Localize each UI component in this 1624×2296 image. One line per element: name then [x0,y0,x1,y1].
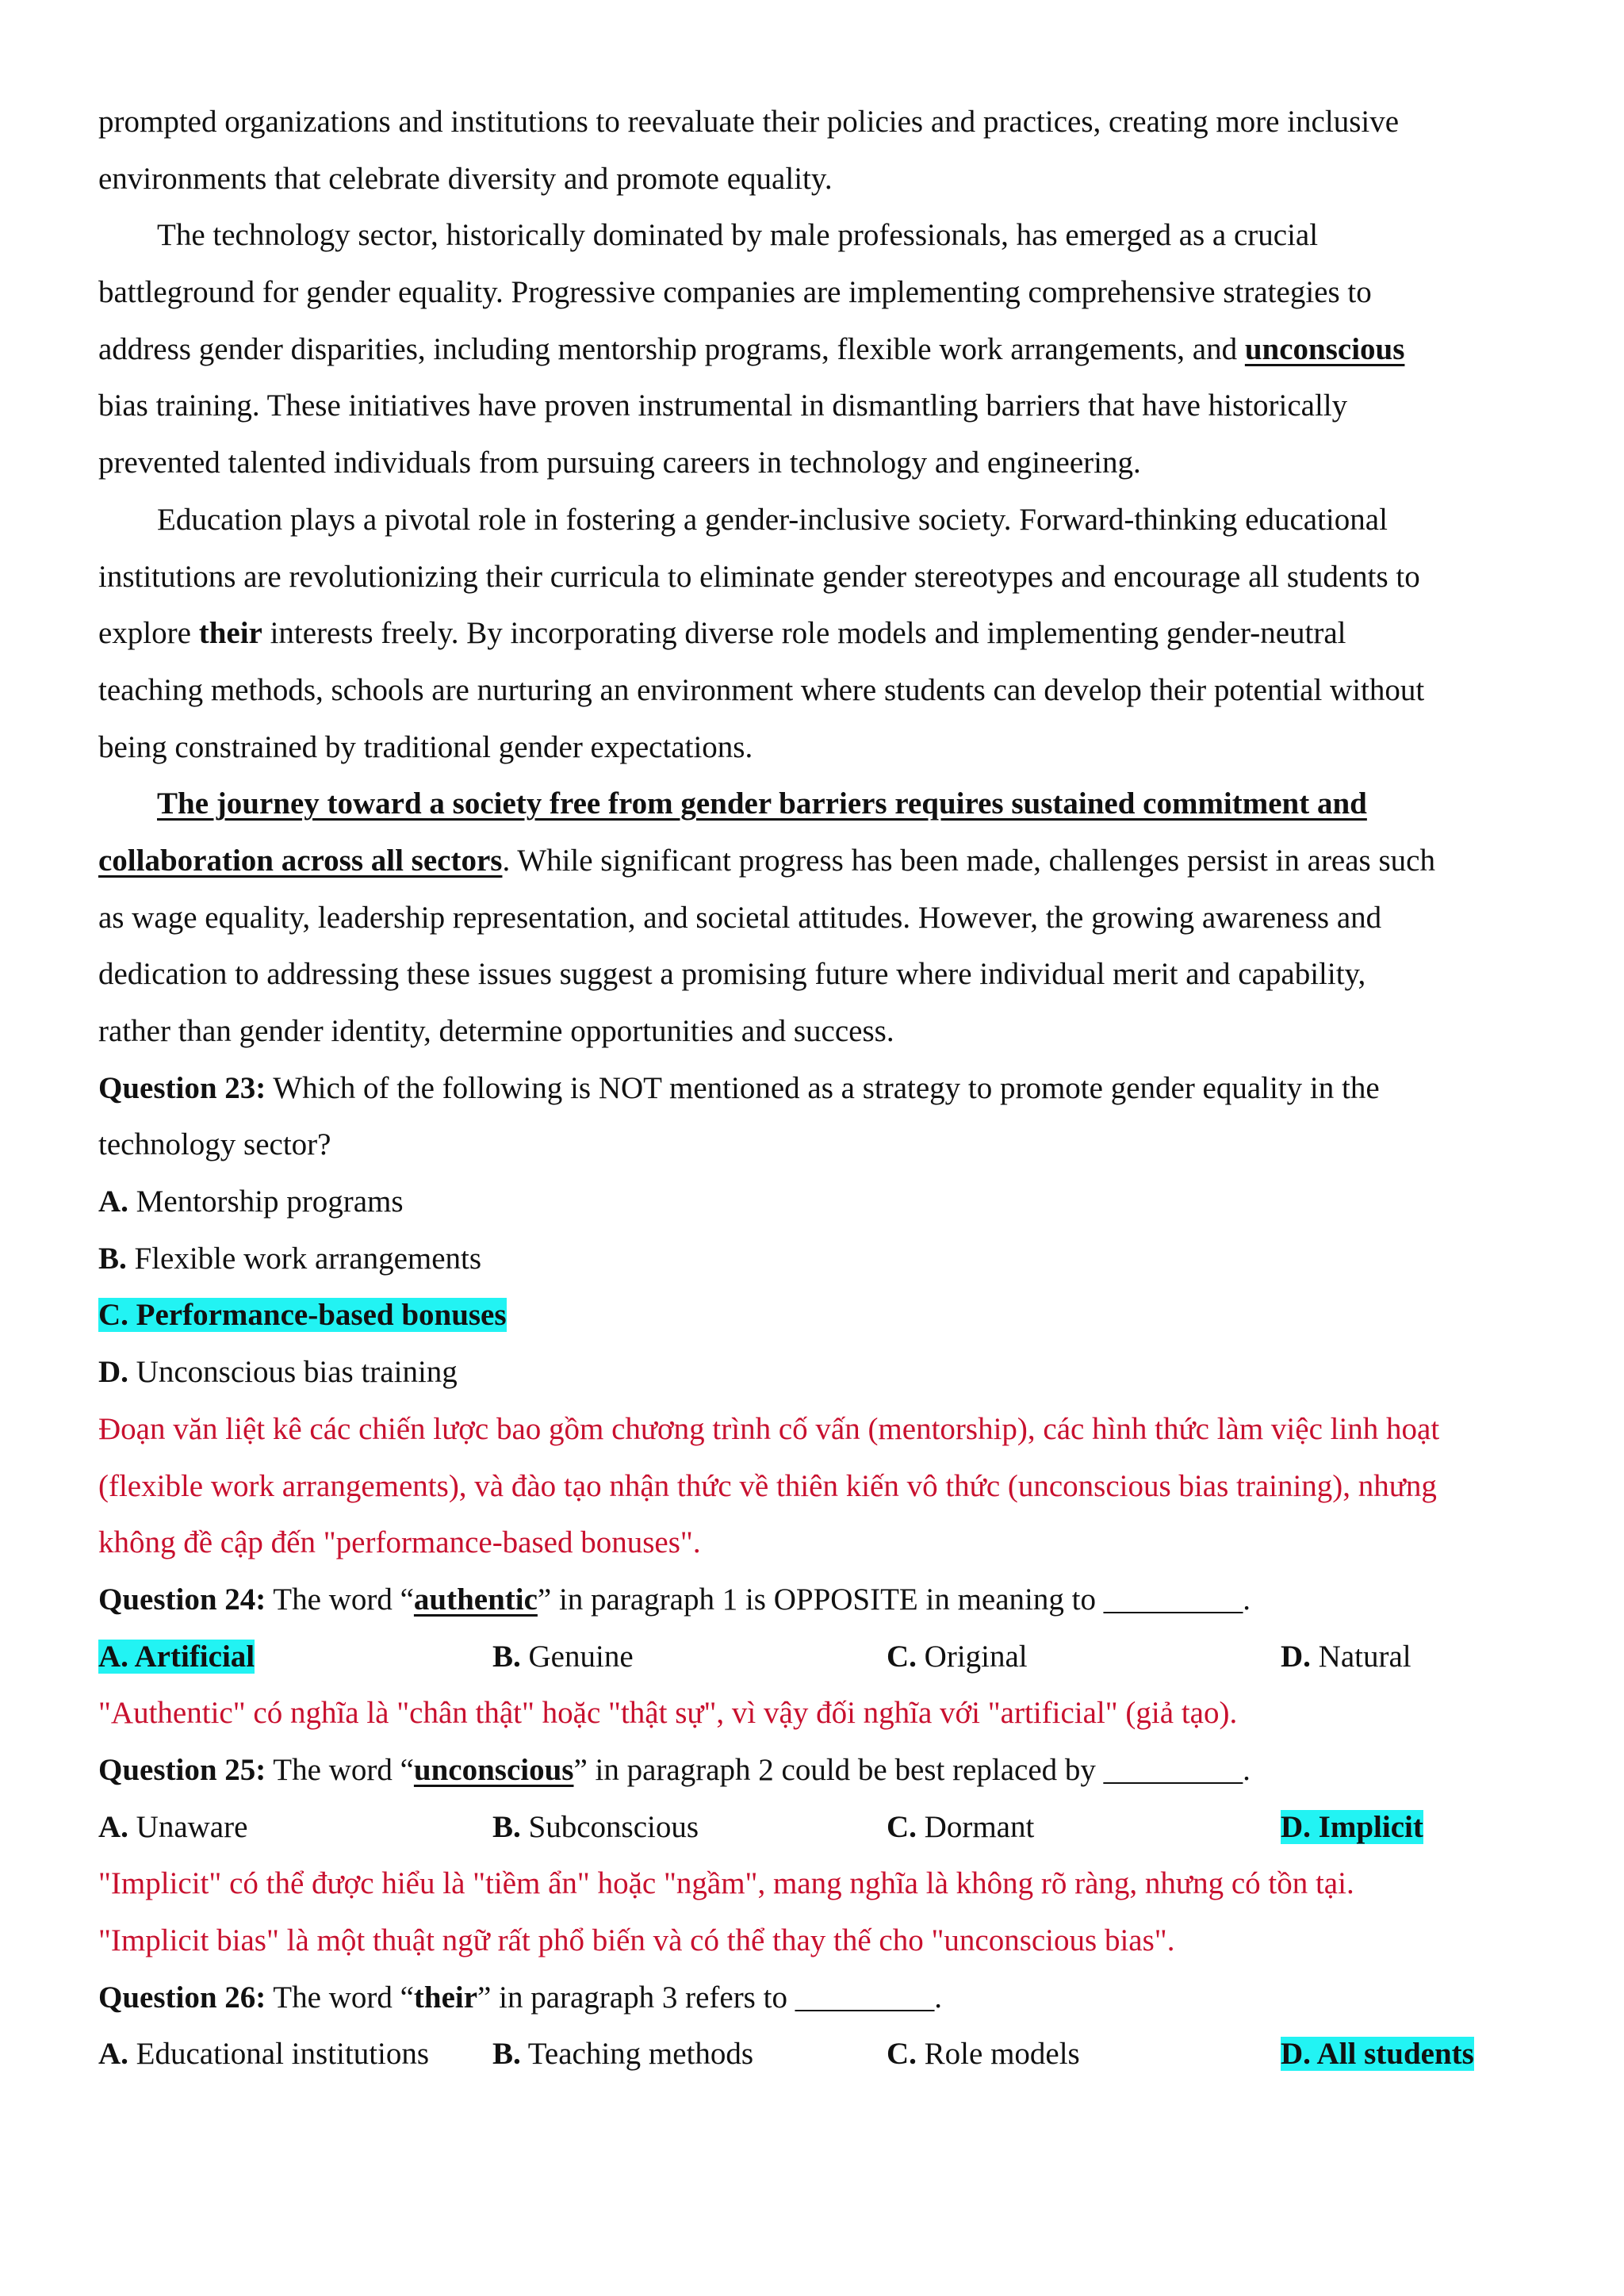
option-text: Mentorship programs [128,1184,404,1219]
explanation-line: (flexible work arrangements), và đào tạo nhận thức về thiên kiến vô thức (unconscious bias training), nhưng [98,1468,1437,1503]
option-letter: D. [1281,2037,1311,2072]
q24-option-a-answer [98,1628,492,1686]
question-24-stem [98,1571,1526,1628]
q24-option-c [887,1628,1281,1686]
option-letter: A. [98,2037,128,2072]
q26-option-d-answer [1281,2026,1474,2083]
option-text: All students [1310,2037,1474,2072]
option-text: Original [916,1639,1028,1674]
passage-line: prevented talented individuals from pursuing careers in technology and engineering. [98,446,1141,480]
explanation-line: không đề cập đến "performance-based bonuses". [98,1525,701,1560]
passage-line [98,321,1526,378]
explanation-line: Đoạn văn liệt kê các chiến lược bao gồm chương trình cố vấn (mentorship), các hình thức làm việc linh hoạt [98,1411,1440,1446]
passage-line: institutions are revolutionizing their curricula to eliminate gender stereotypes and encourage all students to [98,559,1420,594]
option-letter: A. [98,1184,128,1219]
option-letter: C. [887,1639,917,1674]
question-label: Question 25: [98,1752,266,1787]
q26-options [98,2026,1526,2083]
keyword-unconscious: unconscious [413,1752,574,1787]
answer-highlight [98,1640,255,1674]
q24-options [98,1628,1526,1686]
option-text: Teaching methods [520,2037,754,2072]
keyword-unconscious: unconscious [1244,331,1405,366]
option-letter: C. [98,1298,128,1333]
q23-option-b [98,1230,1526,1288]
question-23-stem [98,1060,1526,1117]
question-text: Which of the following is NOT mentioned as a strategy to promote gender equality in the [266,1070,1380,1105]
question-label: Question 24: [98,1582,266,1617]
passage-line: prompted organizations and institutions to reevaluate their policies and practices, creating more inclusive [98,105,1400,139]
option-letter: C. [887,1809,917,1844]
option-text: Natural [1310,1639,1411,1674]
keyword-their: their [413,1980,478,2015]
question-label: Question 23: [98,1070,266,1105]
underlined-sentence: The journey toward a society free from gender barriers requires sustained commitment and [157,786,1367,821]
q23-option-a [98,1173,1526,1230]
passage-line: as wage equality, leadership representation, and societal attitudes. However, the growing awareness and [98,900,1382,935]
q26-option-b [492,2026,887,2083]
option-text: Performance-based bonuses [128,1298,507,1333]
passage-line: teaching methods, schools are nurturing an environment where students can develop their potential without [98,672,1425,707]
option-text: Educational institutions [128,2037,430,2072]
q25-option-d-answer [1281,1799,1423,1856]
underlined-sentence: collaboration across all sectors [98,843,503,878]
q26-option-c [887,2026,1281,2083]
passage-text: explore [98,616,199,651]
option-text: Flexible work arrangements [126,1241,482,1276]
q24-option-d [1281,1628,1411,1686]
question-23-stem-cont: technology sector? [98,1127,331,1162]
passage-line [98,832,1526,890]
passage-line: Education plays a pivotal role in fostering a gender-inclusive society. Forward-thinking educational [157,502,1388,537]
explanation-line: "Authentic" có nghĩa là "chân thật" hoặc "thật sự", vì vậy đối nghĩa với "artificial" (giả tạo). [98,1696,1238,1731]
question-text: ” in paragraph 3 refers to _________. [477,1980,942,2015]
option-letter: B. [492,1639,521,1674]
option-letter: B. [492,2037,521,2072]
option-letter: A. [98,1639,128,1674]
option-text: Subconscious [520,1809,699,1844]
q25-option-b [492,1799,887,1856]
q26-option-a [98,2026,492,2083]
passage-line: rather than gender identity, determine opportunities and success. [98,1014,894,1048]
passage-line [98,605,1526,662]
option-text: Dormant [916,1809,1035,1844]
q24-option-b [492,1628,887,1686]
question-text: ” in paragraph 1 is OPPOSITE in meaning to _________. [537,1582,1251,1617]
explanation-line: "Implicit bias" là một thuật ngữ rất phổ biến và có thể thay thế cho "unconscious bias". [98,1923,1175,1957]
explanation-line: "Implicit" có thể được hiểu là "tiềm ẩn" hoặc "ngầm", mang nghĩa là không rõ ràng, nhưng có tồn tại. [98,1866,1354,1901]
question-label: Question 26: [98,1980,266,2015]
question-text: ” in paragraph 2 could be best replaced by _________. [573,1752,1251,1787]
option-letter: D. [1281,1809,1311,1844]
option-letter: D. [1281,1639,1311,1674]
option-letter: D. [98,1355,128,1390]
answer-highlight [1281,2037,1474,2071]
passage-line: battleground for gender equality. Progressive companies are implementing comprehensive strategies to [98,275,1372,310]
q25-option-a [98,1799,492,1856]
q23-option-c-answer [98,1287,1526,1344]
option-text: Unaware [128,1809,248,1844]
passage-text: interests freely. By incorporating diverse role models and implementing gender-neutral [262,616,1346,651]
q23-option-d [98,1344,1526,1401]
option-text: Implicit [1310,1809,1423,1844]
answer-highlight [1281,1810,1423,1844]
option-letter: B. [492,1809,521,1844]
passage-line: bias training. These initiatives have proven instrumental in dismantling barriers that have historically [98,388,1348,423]
passage-text: . While significant progress has been made, challenges persist in areas such [502,843,1435,878]
passage-line [98,775,1526,832]
option-letter: A. [98,1809,128,1844]
answer-highlight [98,1298,507,1332]
question-26-stem [98,1969,1526,2026]
question-25-stem [98,1742,1526,1799]
keyword-their: their [198,616,262,651]
passage-line: being constrained by traditional gender expectations. [98,729,753,764]
option-letter: C. [887,2037,917,2072]
option-text: Genuine [520,1639,634,1674]
passage-line: The technology sector, historically dominated by male professionals, has emerged as a crucial [157,218,1319,253]
question-text: The word “ [266,1582,414,1617]
q25-options [98,1799,1526,1856]
q25-option-c [887,1799,1281,1856]
document-page [98,94,1526,2083]
passage-line: dedication to addressing these issues suggest a promising future where individual merit and capability, [98,957,1366,992]
question-text: The word “ [266,1980,414,2015]
passage-line: environments that celebrate diversity and promote equality. [98,161,833,196]
option-text: Unconscious bias training [128,1355,458,1390]
keyword-authentic: authentic [413,1582,538,1617]
option-text: Artificial [128,1639,255,1674]
passage-text: address gender disparities, including mentorship programs, flexible work arrangements, and [98,331,1245,366]
option-text: Role models [916,2037,1080,2072]
question-text: The word “ [266,1752,414,1787]
option-letter: B. [98,1241,127,1276]
